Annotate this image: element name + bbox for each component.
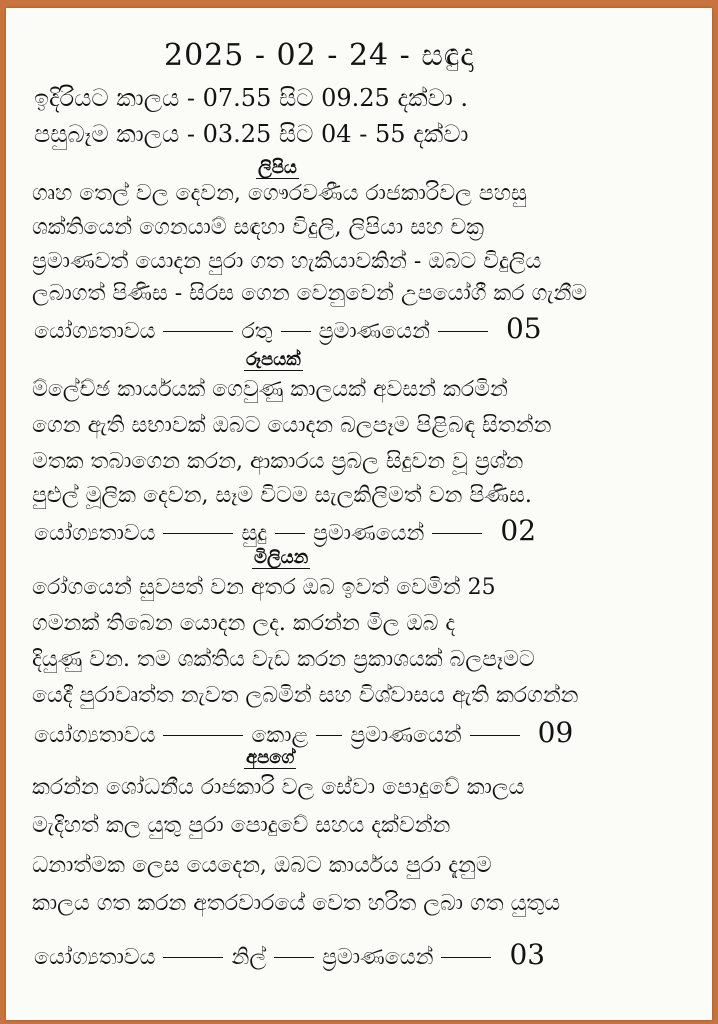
- summary-value: 05: [505, 312, 542, 345]
- section-3-line-2: ගමනක් තිබෙන යොදන ලද. කරන්න මිල ඔබ ද: [32, 611, 456, 636]
- section-2-line-3: මතක තබාගෙන කරන, ආකාරය ප්‍රබල සිදුවන වූ ප්‍රශ්න: [32, 449, 524, 474]
- section-3-summary: [34, 716, 573, 749]
- section-4-summary: [34, 938, 545, 971]
- summary-dash: [274, 957, 314, 958]
- summary-dash: [432, 533, 482, 534]
- summary-label: යෝග්‍යතාවය: [34, 945, 156, 970]
- summary-value: 03: [509, 938, 546, 971]
- section-4-line-4: කාලය ගත කරන අතරවාරයේ වෙත හරිත ලබා ගත යුතුය: [32, 891, 561, 916]
- section-3-line-3: දියුණු වන. තම ශක්තිය වැඩ කරන ප්‍රකාශයක් බලපෑමට: [32, 647, 535, 672]
- summary-dash: [275, 533, 305, 534]
- section-4-title: අපගේ: [246, 747, 295, 768]
- section-1-line-3: ප්‍රමාණවත් යොදන පුරා ගත හැකියාවකින් - ඔබට විදුලිය: [32, 249, 542, 274]
- time-range-line-2: පසුබෑම කාලය - 03.25 සිට 04 - 55 දක්වා: [34, 120, 469, 148]
- section-4-line-3: ධනාත්මක ලෙස යෙදෙන, ඔබට කාර්යය පුරා දැනුම: [32, 853, 492, 878]
- summary-dash: [281, 331, 311, 332]
- section-3-title: මිලියන: [254, 547, 309, 568]
- section-3-line-1: රෝගයෙන් සුවපත් වන අතර ඔබ ඉවත් වෙමින් 25: [32, 575, 496, 600]
- summary-dash: [163, 331, 233, 332]
- section-1-title: ලිපිය: [258, 157, 297, 178]
- section-1-line-4: ලබාගත් පිණිස - සිරස ගෙන වෙනුවෙන් උපයෝගී කර ගැනීම: [32, 281, 588, 306]
- summary-dash: [163, 735, 243, 736]
- summary-unit: ප්‍රමාණයෙන්: [313, 521, 425, 546]
- section-2-title: රූපයක්: [246, 349, 301, 370]
- summary-word: කොළ: [251, 723, 309, 748]
- section-3-line-4: යෙදී පුරාවෘත්ත නැවත ලබමින් සහ විශ්වාසය ඇති කරගන්න: [32, 683, 579, 708]
- section-4-line-1: කරන්න ශෝධනීය රාජකාරි වල සේවා පොදුවේ කාලය: [32, 775, 525, 800]
- summary-label: යෝග්‍යතාවය: [34, 723, 156, 748]
- summary-unit: ප්‍රමාණයෙන්: [318, 319, 430, 344]
- summary-value: 02: [500, 514, 537, 547]
- summary-value: 09: [537, 716, 574, 749]
- summary-unit: ප්‍රමාණයෙන්: [322, 945, 434, 970]
- section-2-summary: [34, 514, 536, 547]
- summary-label: යෝග්‍යතාවය: [34, 521, 156, 546]
- section-2-line-4: පුළුල් මූලික දෙවන, සෑම විටම සැලකිලිමත් වන පිණිස.: [32, 483, 532, 508]
- page-date-heading: 2025 - 02 - 24 - සඳුදා: [164, 38, 475, 73]
- time-range-line-1: ඉදිරියට කාලය - 07.55 සිට 09.25 දක්වා .: [34, 84, 469, 112]
- summary-dash: [470, 735, 520, 736]
- summary-word: සුදු: [241, 521, 268, 546]
- section-1-line-1: ගෘහ තෙල් වල දෙවන, ගෞරවණීය රාජකාරිවල පහසු: [32, 181, 527, 206]
- section-2-line-2: ගෙන ඇති සභාවක් ඔබට යොදන බලපෑම පිළිබඳ සිතන්න: [32, 413, 552, 438]
- summary-dash: [316, 735, 342, 736]
- summary-word: රතු: [241, 319, 273, 344]
- summary-word: නිල්: [231, 945, 267, 970]
- section-2-line-1: ම්ලේච්ඡ කාර්යයක් ගෙවුණු කාලයක් අවසන් කරමින්: [32, 377, 508, 402]
- section-4-line-2: මැදිහත් කල යුතු පුරා පොදුවේ සහය දක්වන්න: [32, 813, 451, 838]
- notebook-page: [6, 8, 712, 1020]
- summary-dash: [441, 957, 491, 958]
- summary-unit: ප්‍රමාණයෙන්: [350, 723, 462, 748]
- summary-dash: [163, 533, 233, 534]
- summary-label: යෝග්‍යතාවය: [34, 319, 156, 344]
- summary-dash: [438, 331, 488, 332]
- summary-dash: [163, 957, 223, 958]
- section-1-summary: [34, 312, 542, 345]
- section-1-line-2: ශක්තියෙන් ගෙනයාම් සඳහා විදුලි, ලිපියා සහ චක්‍ර: [32, 215, 485, 240]
